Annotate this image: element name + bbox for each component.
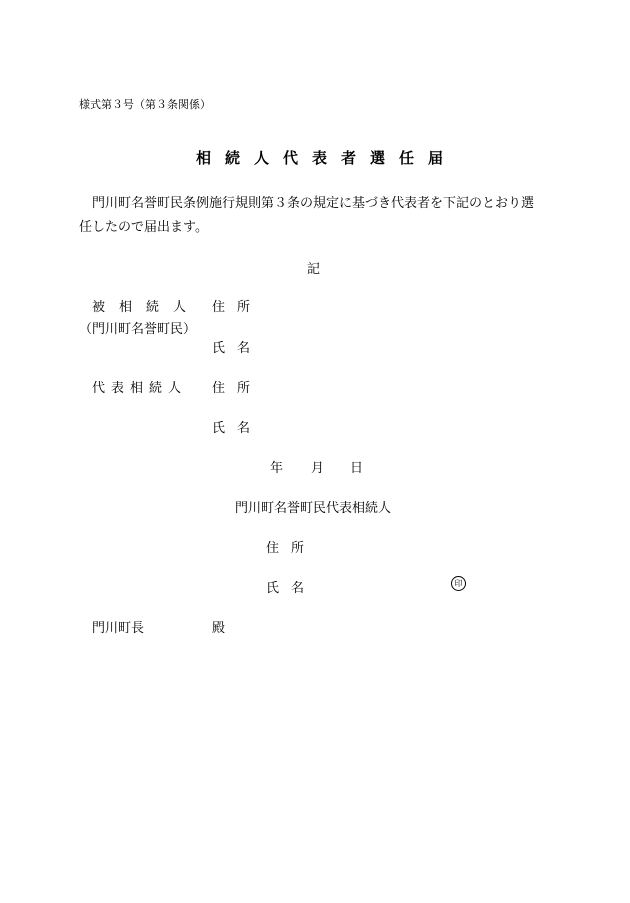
- deceased-label: 被相続人: [92, 300, 201, 315]
- deceased-address-label: 住所: [212, 300, 263, 315]
- form-number: 様式第３号（第３条関係）: [79, 98, 211, 111]
- representative-label: 代表相続人: [92, 381, 188, 396]
- representative-address-label: 住所: [212, 381, 263, 396]
- body-line-2: 任したので届出ます。: [79, 220, 208, 235]
- seal-mark: 印: [451, 576, 466, 591]
- signatory-heading: 門川町名誉町民代表相続人: [235, 501, 392, 516]
- signatory-name-label: 氏名: [266, 581, 317, 596]
- ki-heading: 記: [307, 262, 321, 277]
- document-title: 相続人代表者選任届: [196, 149, 458, 167]
- body-line-1: 門川町名誉町民条例施行規則第３条の規定に基づき代表者を下記のとおり選: [92, 196, 535, 211]
- signatory-address-label: 住所: [266, 541, 317, 556]
- representative-name-label: 氏名: [212, 421, 263, 436]
- deceased-name-label: 氏名: [212, 341, 263, 356]
- date-day: 日: [350, 461, 364, 476]
- body-paragraph: [79, 192, 559, 240]
- addressee-name: 門川町長: [92, 621, 145, 636]
- date-month: 月: [311, 461, 325, 476]
- date-year: 年: [270, 461, 284, 476]
- addressee-honorific: 殿: [212, 621, 226, 636]
- deceased-sublabel: （門川町名誉町民）: [79, 322, 197, 337]
